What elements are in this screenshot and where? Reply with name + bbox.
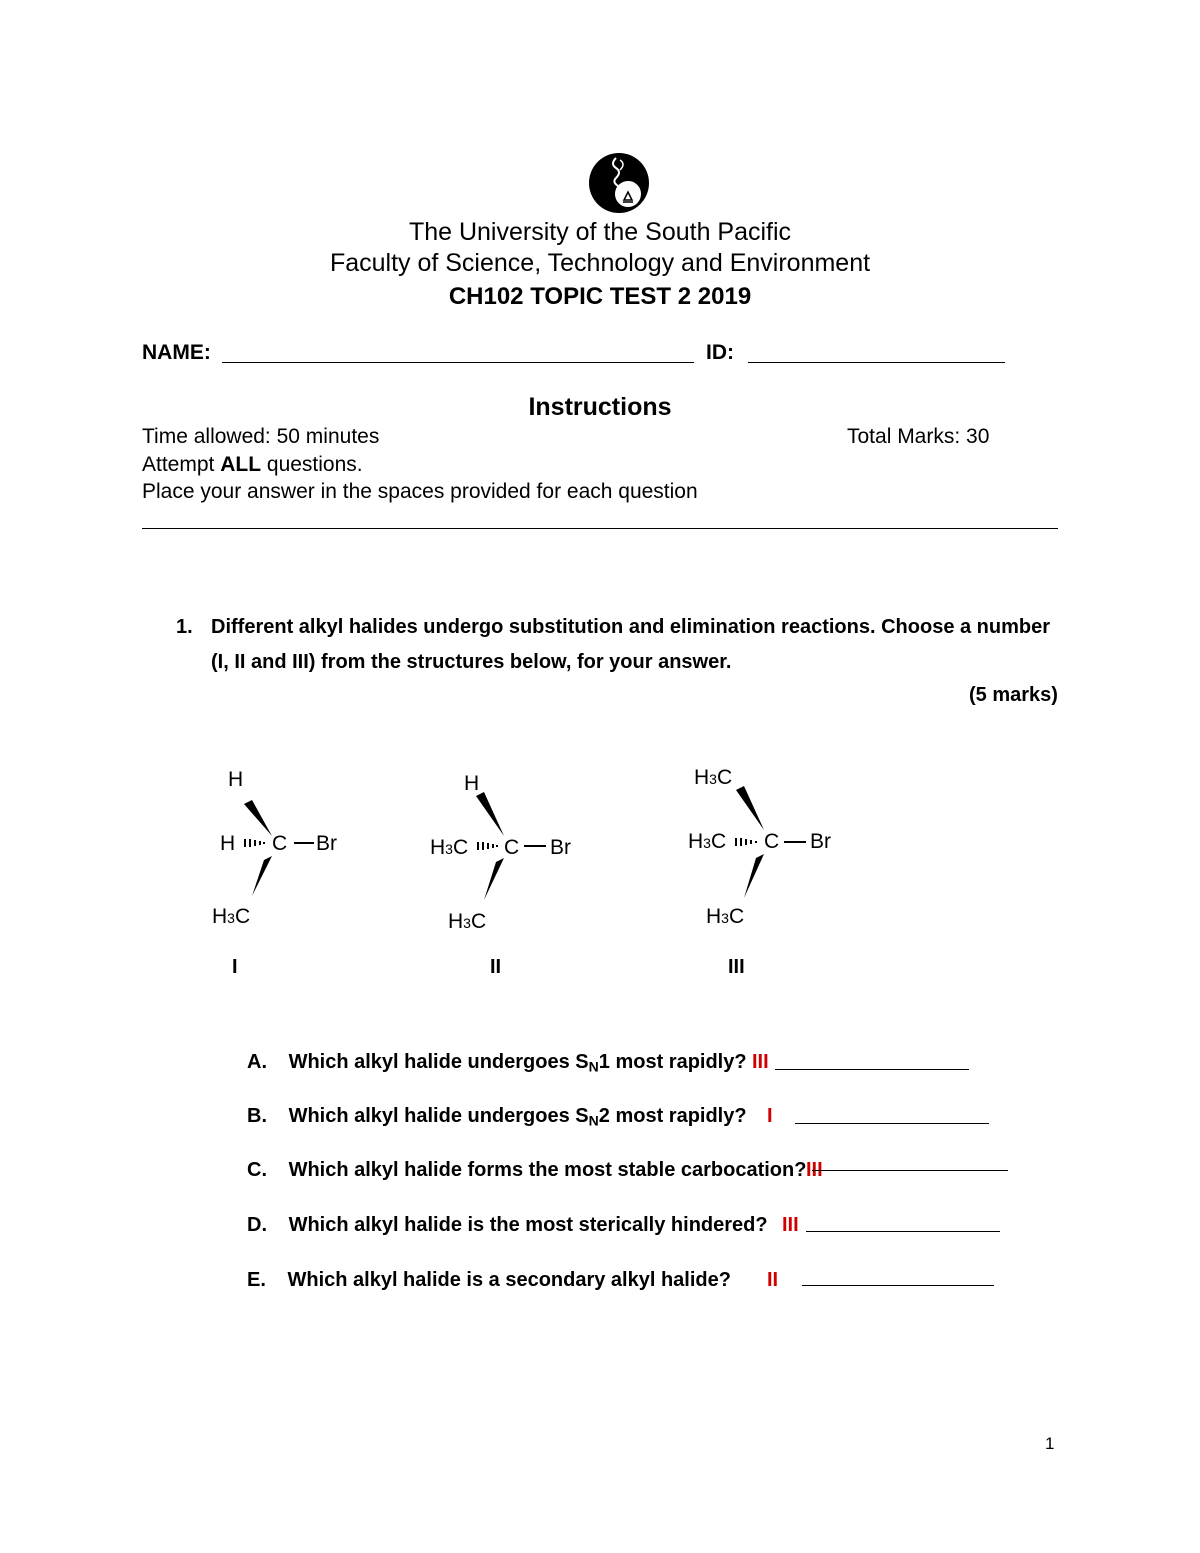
attempt-suffix: questions. (266, 453, 363, 476)
total-marks: Total Marks: 30 (847, 425, 990, 448)
structure-III-left: H3C (688, 830, 727, 853)
part-B-text: Which alkyl halide undergoes S (288, 1105, 589, 1127)
structure-I-drawing (200, 760, 360, 980)
part-E-letter: E. (247, 1269, 266, 1291)
name-label: NAME (142, 341, 204, 364)
structure-I-bottom: H3C (212, 905, 251, 928)
structure-II (428, 760, 598, 980)
part-C-text: Which alkyl halide forms the most stable carbocation? (288, 1159, 807, 1181)
part-D-text: Which alkyl halide is the most sterically hindered? (288, 1214, 768, 1236)
question-text-line1: Different alkyl halides undergo substitution and elimination reactions. Choose a number (211, 616, 1051, 638)
part-B-subscript: N (588, 1112, 599, 1129)
structure-II-right: Br (550, 836, 571, 859)
structure-II-center: C (504, 836, 520, 859)
part-B-text-post: 2 most rapidly? (598, 1105, 747, 1127)
answer-D: III (782, 1214, 799, 1236)
part-A-letter: A. (247, 1051, 267, 1073)
id-colon: : (727, 341, 734, 364)
name-label-row (142, 341, 211, 365)
question-marks: (5 marks) (969, 684, 1058, 706)
faculty-name: Faculty of Science, Technology and Environment (329, 249, 871, 277)
university-logo (588, 152, 650, 214)
attempt-instruction (142, 453, 363, 477)
part-E-text: Which alkyl halide is a secondary alkyl halide? (287, 1269, 731, 1291)
name-colon: : (203, 341, 211, 364)
structure-III-center: C (764, 830, 780, 853)
structure-II-label: II (490, 956, 502, 978)
answer-A: III (752, 1051, 769, 1073)
structure-III-label: III (728, 956, 745, 978)
part-E (247, 1269, 731, 1292)
structure-III-top: H3C (694, 766, 733, 789)
structure-I-center: C (272, 832, 288, 855)
structure-I-left: H (220, 832, 236, 855)
name-field[interactable] (222, 362, 694, 363)
id-label-row (706, 341, 734, 365)
answer-B: I (767, 1105, 773, 1127)
structure-I-right: Br (316, 832, 337, 855)
time-allowed: Time allowed: 50 minutes (142, 425, 380, 448)
part-A-text: Which alkyl halide undergoes S (288, 1051, 589, 1073)
university-name: The University of the South Pacific (408, 218, 792, 246)
part-A-text-post: 1 most rapidly? (598, 1051, 747, 1073)
answer-C: III (806, 1159, 823, 1181)
part-C-letter: C. (247, 1159, 267, 1181)
test-title: CH102 TOPIC TEST 2 2019 (448, 283, 752, 310)
structure-I-top: H (228, 768, 244, 791)
page-number: 1 (1045, 1434, 1055, 1453)
part-A-subscript: N (588, 1058, 599, 1075)
structure-II-left: H3C (430, 836, 469, 859)
part-C (247, 1159, 806, 1182)
structure-II-bottom: H3C (448, 910, 487, 933)
answer-line-A[interactable] (775, 1069, 969, 1070)
structure-III-drawing (686, 760, 856, 980)
part-D-letter: D. (247, 1214, 267, 1236)
instructions-heading: Instructions (528, 393, 672, 421)
id-label: ID (706, 341, 727, 364)
structure-III (686, 760, 856, 980)
answer-line-E[interactable] (802, 1285, 994, 1286)
answer-line-B[interactable] (795, 1123, 989, 1124)
answer-line-C[interactable] (812, 1170, 1008, 1171)
answer-line-D[interactable] (806, 1231, 1000, 1232)
answer-E: II (767, 1269, 779, 1291)
question-number: 1. (176, 616, 193, 638)
structure-II-drawing (428, 760, 598, 980)
structure-II-top: H (464, 772, 480, 795)
part-B-letter: B. (247, 1105, 267, 1127)
section-divider (142, 528, 1058, 529)
id-field[interactable] (748, 362, 1005, 363)
part-A (247, 1051, 747, 1075)
structure-III-right: Br (810, 830, 831, 853)
question-text-line2: (I, II and III) from the structures below, for your answer. (211, 651, 732, 673)
place-answer-instruction: Place your answer in the spaces provided for each question (142, 480, 698, 503)
part-D (247, 1214, 768, 1237)
structure-III-bottom: H3C (706, 905, 745, 928)
structure-I (200, 760, 360, 980)
attempt-bold: ALL (220, 453, 262, 476)
part-B (247, 1105, 747, 1129)
structure-I-label: I (232, 956, 238, 978)
attempt-prefix: Attempt (142, 453, 215, 476)
